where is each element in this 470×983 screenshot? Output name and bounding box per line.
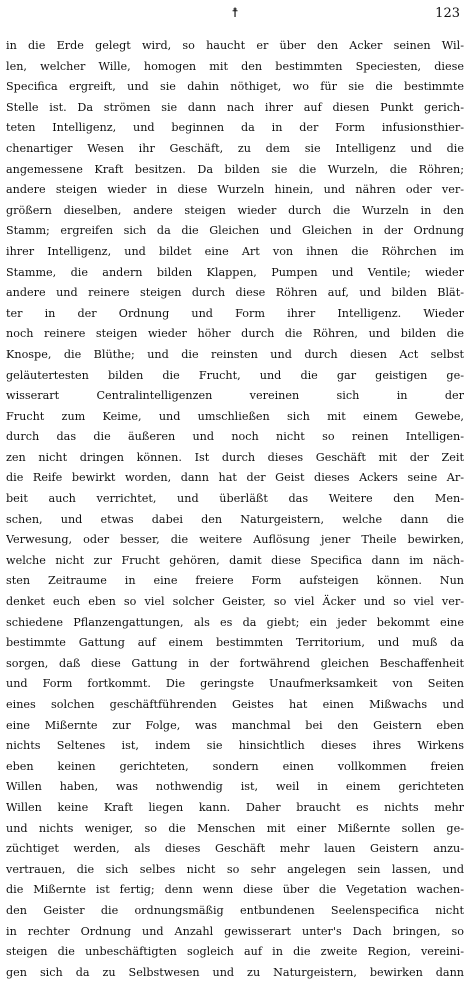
text-line: len, welcher Wille, homogen mit den bestimmten Speciesten, diese xyxy=(6,59,464,73)
text-line: Willen keine Kraft liegen kann. Daher braucht es nichts mehr xyxy=(6,800,464,814)
text-line: ter in der Ordnung und Form ihrer Intelligenz. Wieder xyxy=(6,306,464,320)
text-line: eben keinen gerichteten, sondern einen vollkommen freien xyxy=(6,759,464,773)
text-line: und nichts weniger, so die Menschen mit einer Mißernte sollen ge- xyxy=(6,821,464,835)
page-header xyxy=(8,5,462,23)
text-line: sorgen, daß diese Gattung in der fortwährend gleichen Beschaffenheit xyxy=(6,656,464,670)
text-line: angemessene Kraft besitzen. Da bilden sie die Wurzeln, die Röhren; xyxy=(6,162,464,176)
text-line: denket euch eben so viel solcher Geister, so viel Äcker und so viel ver- xyxy=(6,595,464,609)
text-line: geläutertesten bilden die Frucht, und die gar geistigen ge- xyxy=(6,368,464,382)
text-line: Stelle ist. Da strömen sie dann nach ihrer auf diesen Punkt gerich- xyxy=(6,100,464,114)
text-line: durch das die äußeren und noch nicht so reinen Intelligen- xyxy=(6,430,464,444)
text-line: züchtiget werden, als dieses Geschäft mehr lauen Geistern anzu- xyxy=(6,842,464,856)
text-line: sten Zeitraume in eine freiere Form aufsteigen können. Nun xyxy=(6,574,464,588)
text-line: in die Erde gelegt wird, so haucht er über den Acker seinen Wil- xyxy=(6,39,464,52)
text-line: chenartiger Wesen ihr Geschäft, zu dem sie Intelligenz und die xyxy=(6,141,464,155)
text-line: welche nicht zur Frucht gehören, damit diese Specifica dann im näch- xyxy=(6,553,464,567)
page-number: 123 xyxy=(435,6,460,21)
text-line: teten Intelligenz, und beginnen da in der Form infusionsthier- xyxy=(6,121,464,135)
text-line: noch reinere steigen wieder höher durch die Röhren, und bilden die xyxy=(6,327,464,341)
text-line: Willen haben, was nothwendig ist, weil in einem gerichteten xyxy=(6,780,464,794)
text-line: bestimmte Gattung auf einem bestimmten Territorium, und muß da xyxy=(6,636,464,650)
text-line: eines solchen geschäftführenden Geistes hat einen Mißwachs und xyxy=(6,698,464,711)
text-line: schen, und etwas dabei den Naturgeistern, welche dann die xyxy=(6,512,464,526)
text-line: eine Mißernte zur Folge, was manchmal bei den Geistern eben xyxy=(6,718,464,732)
text-line: andere und reinere steigen durch diese Röhren auf, und bilden Blät- xyxy=(6,286,464,300)
text-line: Verwesung, oder besser, die weitere Auflösung jener Theile bewirken, xyxy=(6,533,464,547)
text-line: Knospe, die Blüthe; und die reinsten und durch diesen Act selbst xyxy=(6,347,464,361)
body-text xyxy=(6,36,464,983)
text-line: steigen die unbeschäftigten sogleich auf in die zweite Region, vereini- xyxy=(6,945,464,959)
text-line: Frucht zum Keime, und umschließen sich mit einem Gewebe, xyxy=(6,409,464,423)
text-line: die Mißernte ist fertig; denn wenn diese über die Vegetation wachen- xyxy=(6,883,464,897)
text-line: Specifica ergreift, und sie dahin nöthiget, wo für sie die bestimmte xyxy=(6,80,464,94)
text-line: und Form fortkommt. Die geringste Unaufmerksamkeit von Seiten xyxy=(6,677,464,691)
text-line: schiedene Pflanzengattungen, als es da giebt; ein jeder bekommt eine xyxy=(6,615,464,629)
text-line: wisserart Centralintelligenzen vereinen sich in der xyxy=(6,389,464,403)
text-line: Stamm; ergreifen sich da die Gleichen und Gleichen in der Ordnung xyxy=(6,224,464,238)
text-line: andere steigen wieder in diese Wurzeln hinein, und nähren oder ver- xyxy=(6,183,464,197)
text-line: größern dieselben, andere steigen wieder durch die Wurzeln in den xyxy=(6,203,464,217)
text-line: gen sich da zu Selbstwesen und zu Naturgeistern, bewirken dann xyxy=(6,965,464,979)
text-line: vertrauen, die sich selbes nicht so sehr angelegen sein lassen, und xyxy=(6,862,464,876)
text-line: Stamme, die andern bilden Klappen, Pumpen und Ventile; wieder xyxy=(6,265,464,279)
cross-ornament-icon: ☨ xyxy=(231,6,239,21)
text-line: die Reife bewirkt worden, dann hat der Geist dieses Ackers seine Ar- xyxy=(6,471,464,485)
text-line: in rechter Ordnung und Anzahl gewisserart unter's Dach bringen, so xyxy=(6,924,464,938)
text-line: nichts Seltenes ist, indem sie hinsichtlich dieses ihres Wirkens xyxy=(6,739,464,753)
text-line: den Geister die ordnungsmäßig entbundenen Seelenspecifica nicht xyxy=(6,903,464,917)
text-line: beit auch verrichtet, und überläßt das Weitere den Men- xyxy=(6,492,464,506)
text-line: ihrer Intelligenz, und bildet eine Art von ihnen die Röhrchen im xyxy=(6,244,464,258)
text-line: zen nicht dringen können. Ist durch dieses Geschäft mit der Zeit xyxy=(6,450,464,464)
